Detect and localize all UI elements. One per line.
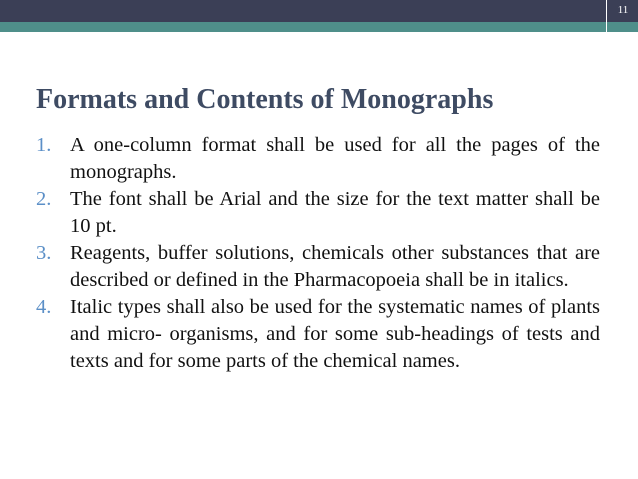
list-item xyxy=(36,186,600,240)
item-text: A one-column format shall be used for all the pages of the monographs. xyxy=(70,134,600,183)
list-item xyxy=(36,132,600,186)
item-text: The font shall be Arial and the size for the text matter shall be 10 pt. xyxy=(70,188,600,237)
slide-title: Formats and Contents of Monographs xyxy=(36,84,494,115)
header-bar xyxy=(0,0,638,22)
item-number: 2. xyxy=(36,188,52,210)
item-number: 4. xyxy=(36,296,52,318)
list-item xyxy=(36,240,600,294)
item-number: 3. xyxy=(36,242,52,264)
accent-bar xyxy=(0,22,638,32)
item-number: 1. xyxy=(36,134,52,156)
slide-number: 11 xyxy=(617,4,629,16)
header-divider xyxy=(606,0,607,32)
list-item xyxy=(36,294,600,375)
item-text: Italic types shall also be used for the systematic names of plants and micro- organisms, and for some sub-headings of tests and texts and for some parts of the chemical names. xyxy=(70,296,600,372)
monograph-rules-list xyxy=(36,132,600,375)
item-text: Reagents, buffer solutions, chemicals other substances that are described or defined in the Pharmacopoeia shall be in italics. xyxy=(70,242,600,291)
